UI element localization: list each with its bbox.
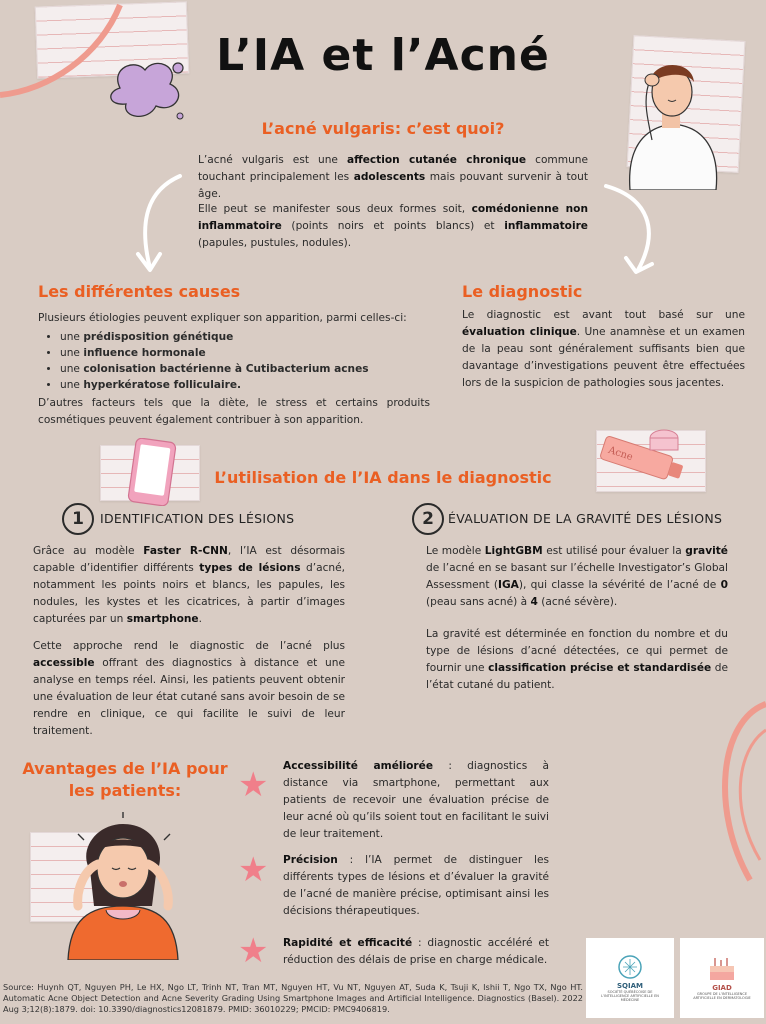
giad-subtitle: GROUPE DE L’INTELLIGENCE ARTIFICIELLE EN DERMATOLOGIE (693, 992, 751, 1000)
list-item: • une colonisation bactérienne à Cutibacterium acnes (60, 361, 430, 377)
section-heading-what: L’acné vulgaris: c’est quoi? (261, 119, 505, 138)
advantage-item-accessibility: Accessibilité améliorée : diagnostics à distance via smartphone, permettant aux patients de recevoir une évaluation précise de leur acné où qu’ils soient tout en facilitant le suivi de leur traitement. (283, 760, 549, 840)
page-title: L’IA et l’Acné (216, 30, 550, 81)
advantage-item-speed: Rapidité et efficacité : diagnostic accéléré et réduction des délais de prise en charge médicale. (283, 937, 549, 966)
section-heading-diagnostic: Le diagnostic (462, 282, 583, 301)
star-icon: ★ (238, 765, 269, 805)
causes-outro: D’autres facteurs tels que la diète, le stress et certains produits cosmétiques peuvent également contribuer à son apparition. (38, 397, 430, 426)
evaluation-paragraph-2: La gravité est déterminée en fonction du nombre et du type de lésions d’acné détectées, ce qui permet de fournir une classification précise et standardisée de l’état cutané du patient. (426, 628, 728, 691)
step-number-1: 1 (62, 503, 94, 535)
list-item: • une influence hormonale (60, 345, 430, 361)
step-title-evaluation: ÉVALUATION DE LA GRAVITÉ DES LÉSIONS (448, 511, 723, 526)
causes-intro: Plusieurs étiologies peuvent expliquer son apparition, parmi celles-ci: (38, 312, 407, 324)
skin-layers-icon (707, 956, 737, 982)
list-item: • une hyperkératose folliculaire. (60, 377, 430, 393)
acne-cream-icon (592, 420, 692, 500)
arrow-left-icon (128, 170, 188, 280)
what-paragraph-2: Elle peut se manifester sous deux formes soit, comédonienne non inflammatoire (points noirs et points blancs) et inflammatoire (papules, pustules, nodules). (198, 203, 588, 249)
cream-label: Acne (606, 444, 635, 464)
arrow-right-icon (598, 180, 668, 280)
evaluation-paragraph-1: Le modèle LightGBM est utilisé pour évaluer la gravité de l’acné en se basant sur l’échelle Investigator’s Global Assessment (IGA), qui classe la sévérité de l’acné de 0 (peau sans acné) à 4 (acné sévère). (426, 545, 728, 608)
brain-icon (616, 954, 644, 980)
identification-paragraph-2: Cette approche rend le diagnostic de l’acné plus accessible offrant des diagnostics à distance et une analyse en temps réel. Ainsi, les patients peuvent obtenir une évaluation de leur état cutané sans avoir besoin de se rendre en clinique, ce qui facilite le suivi de leur traitement. (33, 640, 345, 737)
step-title-identification: IDENTIFICATION DES LÉSIONS (100, 511, 295, 526)
star-icon: ★ (238, 850, 269, 890)
giad-logo (680, 938, 764, 1018)
sqiam-subtitle: SOCIÉTÉ QUÉBÉCOISE DE L’INTELLIGENCE ARTIFICIELLE EN MÉDECINE (601, 990, 659, 1002)
what-paragraph-1: L’acné vulgaris est une affection cutanée chronique commune touchant principalement les adolescents mais pouvant survenir à tout âge. (198, 154, 589, 200)
diagnostic-paragraph: Le diagnostic est avant tout basé sur une évaluation clinique. Une anamnèse et un examen de la peau sont généralement suffisants bien que davantage d’investigations peuvent être effectuées lors de la suspicion de pathologies sous jacentes. (462, 309, 745, 389)
decorative-arc-right (690, 690, 766, 900)
section-heading-causes: Les différentes causes (38, 282, 241, 301)
girl-headache-illustration (48, 810, 198, 960)
section-heading-advantages: Avantages de l’IA pour les patients: (22, 759, 228, 800)
giad-name: GIAD (712, 984, 732, 992)
advantage-item-precision: Précision : l’IA permet de distinguer les différents types de lésions et d’évaluer la gravité de l’acné de manière précise, optimisant ainsi les décisions thérapeutiques. (283, 854, 549, 917)
causes-list (38, 329, 430, 393)
section-heading-ia: L’utilisation de l’IA dans le diagnostic (214, 468, 552, 487)
step-number-2: 2 (412, 503, 444, 535)
sqiam-name: SQIAM (617, 982, 643, 990)
identification-paragraph-1: Grâce au modèle Faster R-CNN, l’IA est désormais capable d’identifier différents types de lésions d’acné, notamment les points noirs et blancs, les papules, les nodules, les kystes et les cicatrices, à partir d’images capturées par un smartphone. (33, 545, 346, 625)
sqiam-logo (586, 938, 674, 1018)
causes-block (38, 310, 430, 429)
list-item: • une prédisposition génétique (60, 329, 430, 345)
source-citation: Source: Huynh QT, Nguyen PH, Le HX, Ngo LT, Trinh NT, Tran MT, Nguyen HT, Vu NT, Nguyen AT, Suda K, Tsuji K, Ishii T, Ngo TX, Ngo HT. Automatic Acne Object Detection and Acne Severity Grading Using Smartphone Images and Artificial Intelligence. Diagnostics (Basel). 2022 Aug 3;12(8):1879. doi: 10.3390/diagnostics12081879. PMID: 36010229; PMCID: PMC9406819. (3, 982, 583, 1014)
star-icon: ★ (238, 931, 269, 971)
